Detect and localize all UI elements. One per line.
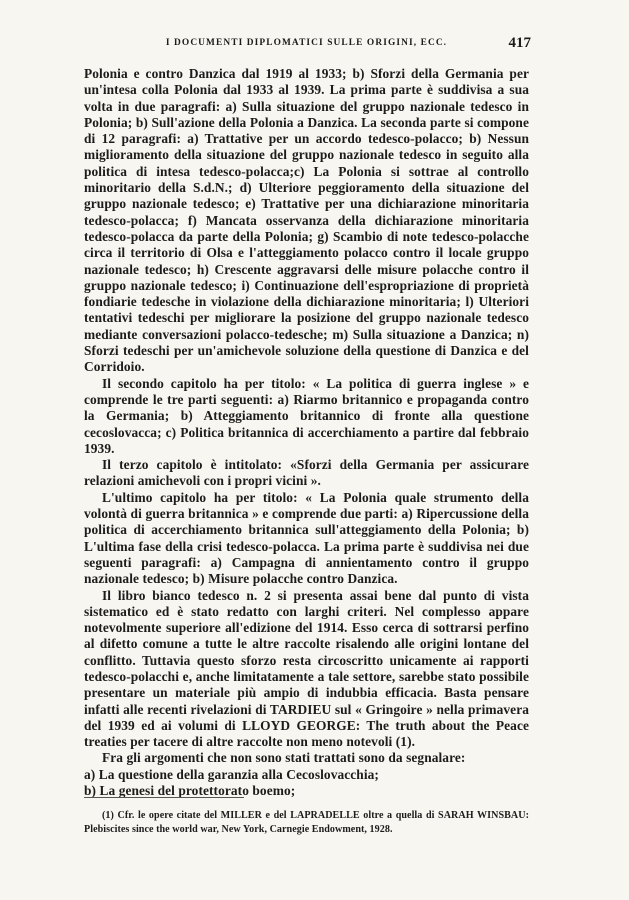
paragraph-second-chapter: Il secondo capitolo ha per titolo: « La politica di guerra inglese » e comprende le tre parti seguenti: a) Riarmo britannico e propaganda contro la Germania; b) Atteggiamento britannico di fronte alla questione cecoslovacca; c) Politica britannica di accerchiamento a partire dal febbraio 1939. <box>84 375 529 456</box>
paragraph-arguments-intro: Fra gli argomenti che non sono stati trattati sono da segnalare: <box>102 750 466 766</box>
paragraph-third-chapter: Il terzo capitolo è intitolato: «Sforzi della Germania per assicurare relazioni amichevoli con i propri vicini ». <box>84 457 529 489</box>
page-number: 417 <box>508 35 531 51</box>
list-item-a: a) La questione della garanzia alla Cecoslovacchia; <box>84 766 379 782</box>
list-item-b: b) La genesi del protettorato boemo; <box>84 783 296 799</box>
page-header <box>84 36 529 56</box>
footnotes <box>84 809 529 836</box>
paragraph-last-chapter: L'ultimo capitolo ha per titolo: « La Polonia quale strumento della volontà di guerra britannica » e comprende due parti: a) Ripercussione della politica di accerchiamento britannica sull'atteggiamento della Polonia; b) L'ultima fase della crisi tedesco-polacca. La prima parte è suddivisa nei due seguenti paragrafi: a) Campagna di annientamento contro il gruppo nazionale tedesco; b) Misure polacche contro Danzica. <box>84 489 529 587</box>
footnote-1: (1) Cfr. le opere citate del MILLER e del LAPRADELLE oltre a quella di SARAH WINSBAU: Plebiscites since the world war, New York, Carnegie Endowment, 1928. <box>84 810 529 835</box>
body-text <box>84 66 529 799</box>
paragraph-continuation: Polonia e contro Danzica dal 1919 al 1933; b) Sforzi della Germania per un'intesa colla Polonia dal 1933 al 1939. La prima parte è suddivisa a sua volta in due paragrafi: a) Sulla situazione del gruppo nazionale tedesco in Polonia; b) Sull'azione della Polonia a Danzica. La seconda parte si compone di 12 paragrafi: a) Trattative per un accordo tedesco-polacco; b) Nessun miglioramento della situazione del gruppo nazionale tedesco in seguito alla politica di intesa tedesco-polacca;c) La Polonia si sottrae al controllo minoritario della S.d.N.; d) Ulteriore peggioramento della situazione del gruppo nazionale tedesco; e) Trattative per una dichiarazione minoritaria tedesco-polacca; f) Mancata osservanza della dichiarazione minoritaria tedesco-polacca da parte della Polonia; g) Scambio di note tedesco-polacche circa il territorio di Olsa e l'atteggiamento polacco contro il locale gruppo nazionale tedesco; h) Crescente aggravarsi delle misure polacche contro il gruppo nazionale tedesco; i) Continuazione dell'espropriazione di proprietà fondiarie tedesche in violazione della dichiarazione minoritaria; l) Ulteriori tentativi tedeschi per migliorare la posizione del gruppo nazionale tedesco mediante conversazioni polacco-tedesche; m) Sulla situazione a Danzica; n) Sforzi tedeschi per un'amichevole soluzione della questione di Danzica e del Corridoio. <box>84 66 529 375</box>
paragraph-white-book: Il libro bianco tedesco n. 2 si presenta assai bene dal punto di vista sistematico ed è stato redatto con larghi criteri. Nel complesso appare notevolmente superiore all'edizione del 1914. Esso cerca di sottrarsi perfino al difetto comune a tutte le altre raccolte risalendo alle origini lontane del conflitto. Tuttavia questo sforzo resta circoscritto unicamente ai rapporti tedesco-polacchi e, anche limitatamente a tale settore, sarebbe stato possibile presentare un materiale più ampio di indubbia efficacia. Basta pensare infatti alle recenti rivelazioni di TARDIEU sul « Gringoire » nella primavera del 1939 ed ai volumi di LLOYD GEORGE: The truth about the Peace treaties per tacere di altre raccolte non meno notevoli (1). <box>84 587 529 750</box>
footnote-divider <box>84 797 244 798</box>
running-head: I DOCUMENTI DIPLOMATICI SULLE ORIGINI, ECC. <box>165 38 448 48</box>
